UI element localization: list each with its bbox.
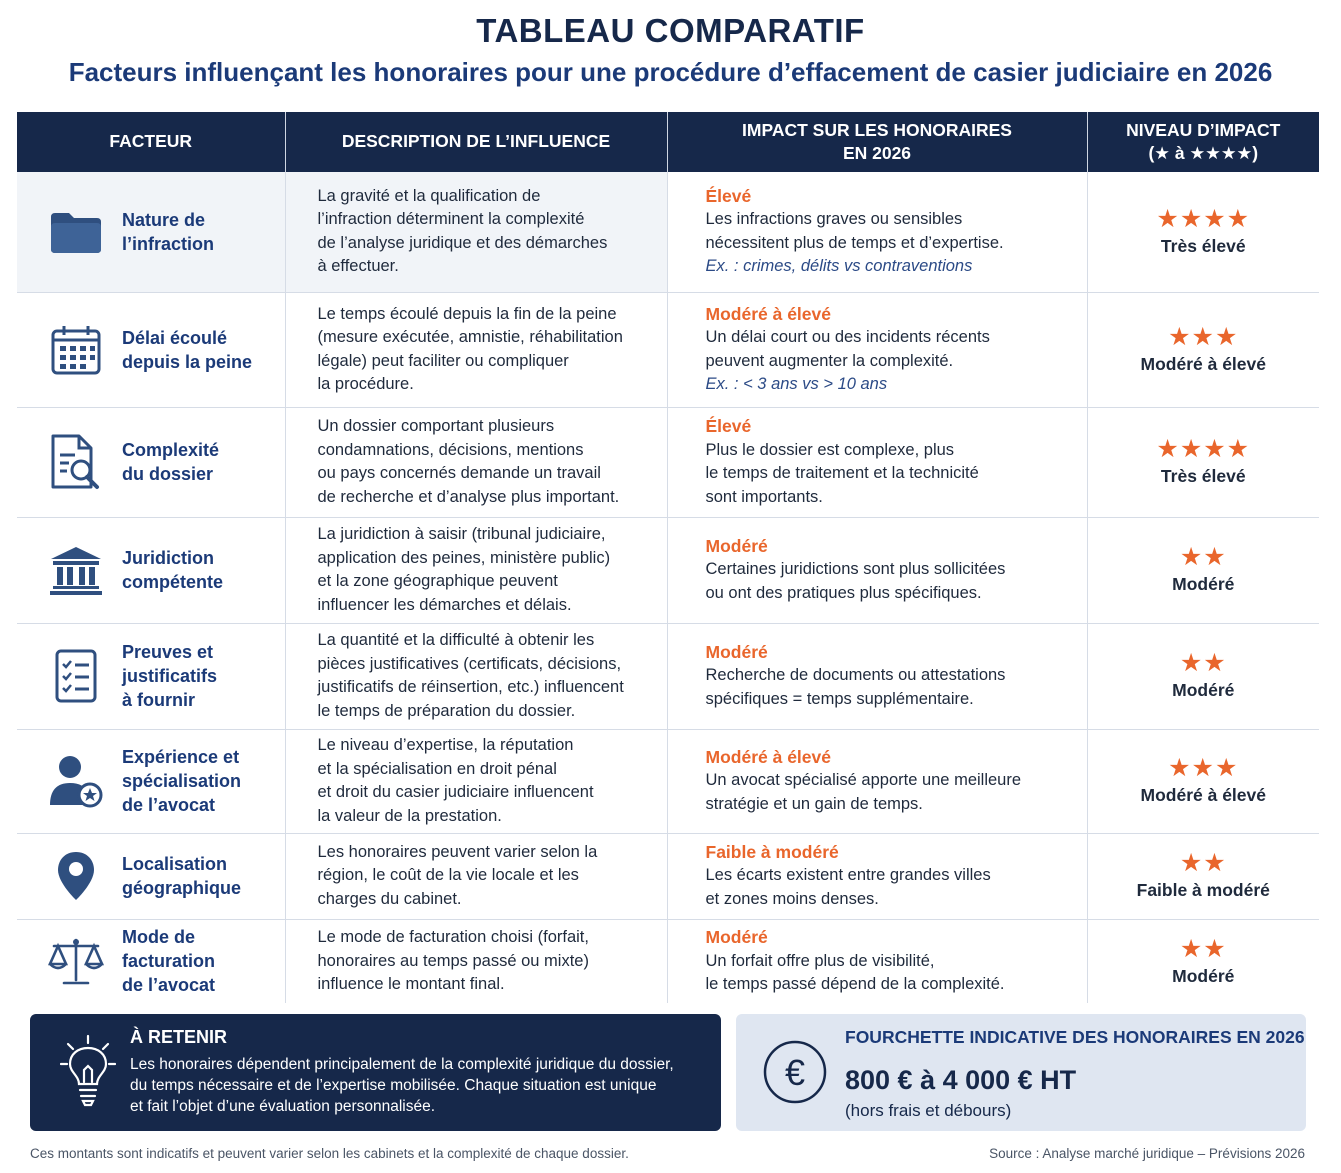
description-line: de l’analyse juridique et des démarches bbox=[317, 233, 608, 252]
factor-name-line: Localisation bbox=[122, 854, 228, 874]
star-rating: ★★★ bbox=[1168, 754, 1239, 783]
factor-name-line: compétente bbox=[122, 572, 224, 592]
description-line: et la spécialisation en droit pénal bbox=[317, 759, 557, 778]
lawyer-star-icon bbox=[47, 752, 105, 810]
impact-line: et zones moins denses. bbox=[705, 889, 879, 908]
factor-cell bbox=[17, 172, 285, 292]
description-line: Les honoraires peuvent varier selon la bbox=[317, 842, 598, 861]
description-cell bbox=[285, 833, 667, 919]
factor-name-line: Nature de bbox=[122, 209, 206, 230]
location-pin-icon bbox=[47, 847, 105, 905]
level-label: Modéré à élevé bbox=[1140, 353, 1266, 374]
description-cell bbox=[285, 292, 667, 407]
description-line: ou pays concernés demande un travail bbox=[317, 464, 601, 482]
level-label: Modéré bbox=[1172, 965, 1235, 986]
euro-icon bbox=[762, 1039, 828, 1110]
factor bbox=[17, 203, 285, 261]
description-cell bbox=[285, 407, 667, 517]
impact-example: Ex. : < 3 ans vs > 10 ans bbox=[705, 375, 888, 393]
factor bbox=[17, 847, 285, 905]
table-row bbox=[17, 623, 1319, 729]
table-row bbox=[17, 729, 1319, 833]
level-cell bbox=[1087, 729, 1319, 833]
description-line: honoraires au temps passé ou mixte) bbox=[317, 951, 589, 970]
level-label: Modéré bbox=[1172, 680, 1235, 701]
impact-line: Un forfait offre plus de visibilité, bbox=[705, 951, 935, 970]
impact-cell bbox=[667, 919, 1087, 1003]
description-line: charges du cabinet. bbox=[317, 889, 462, 908]
level-cell bbox=[1087, 623, 1319, 729]
fourchette-title: FOURCHETTE INDICATIVE DES HONORAIRES EN 2026 bbox=[845, 1027, 1305, 1047]
factor-name-line: à fournir bbox=[122, 690, 196, 710]
description-line: la valeur de la prestation. bbox=[317, 806, 502, 825]
header-niveau-line-1: NIVEAU D’IMPACT bbox=[1126, 119, 1281, 140]
header-description: DESCRIPTION DE L’INFLUENCE bbox=[285, 112, 667, 172]
description-line: pièces justificatives (certificats, décisions, bbox=[317, 654, 622, 673]
retenir-line: du temps nécessaire et de l’expertise mobilisée. Chaque situation est unique bbox=[130, 1077, 657, 1094]
impact-line: stratégie et un gain de temps. bbox=[705, 794, 923, 813]
factor-name-line: l’infraction bbox=[122, 233, 215, 254]
svg-text:€: € bbox=[784, 1052, 806, 1093]
description-line: influence le montant final. bbox=[317, 975, 505, 993]
retenir-title: À RETENIR bbox=[130, 1027, 228, 1047]
factor-cell bbox=[17, 919, 285, 1003]
description-cell bbox=[285, 623, 667, 729]
factor-name-line: Mode de facturation bbox=[122, 927, 216, 972]
checklist-icon bbox=[47, 647, 105, 705]
impact-cell bbox=[667, 729, 1087, 833]
impact-line: Certaines juridictions sont plus sollicitées bbox=[705, 560, 1006, 579]
impact-line: sont importants. bbox=[705, 487, 823, 506]
impact-cell bbox=[667, 292, 1087, 407]
footer-source: Source : Analyse marché juridique – Prévisions 2026 bbox=[989, 1146, 1305, 1161]
page-title: TABLEAU COMPARATIF bbox=[476, 12, 865, 49]
description-line: La juridiction à saisir (tribunal judiciaire, bbox=[317, 525, 606, 543]
star-rating: ★★ bbox=[1179, 543, 1227, 572]
level-label: Modéré bbox=[1172, 574, 1235, 595]
factor-cell bbox=[17, 729, 285, 833]
factor-cell bbox=[17, 292, 285, 407]
impact-line: Recherche de documents ou attestations bbox=[705, 666, 1006, 685]
level-label: Très élevé bbox=[1160, 466, 1246, 487]
factor-name bbox=[122, 546, 223, 594]
description-line: influencer les démarches et délais. bbox=[317, 595, 572, 614]
impact-level: Modéré à élevé bbox=[705, 303, 831, 324]
description-line: de recherche et d’analyse plus important. bbox=[317, 487, 620, 506]
factor bbox=[17, 745, 285, 817]
impact-line: Les écarts existent entre grandes villes bbox=[705, 866, 991, 885]
impact-cell bbox=[667, 623, 1087, 729]
impact-cell bbox=[667, 833, 1087, 919]
impact-cell bbox=[667, 407, 1087, 517]
factor-name-line: Juridiction bbox=[122, 548, 215, 568]
description-line: légale) peut faciliter ou compliquer bbox=[317, 351, 569, 370]
description-line: application des peines, ministère public) bbox=[317, 548, 611, 567]
table-header-row bbox=[17, 112, 1319, 172]
impact-level: Modéré bbox=[705, 535, 768, 556]
impact-level: Modéré bbox=[705, 641, 768, 662]
description-cell bbox=[285, 172, 667, 292]
impact-cell bbox=[667, 172, 1087, 292]
impact-line: Un avocat spécialisé apporte une meilleure bbox=[705, 771, 1022, 790]
scales-icon bbox=[47, 932, 105, 990]
table-row bbox=[17, 172, 1319, 292]
factor bbox=[17, 541, 285, 599]
description-line: et la zone géographique peuvent bbox=[317, 572, 558, 590]
fourchette-value: 800 € à 4 000 € HT bbox=[845, 1065, 1077, 1095]
header-impact-line-1: IMPACT SUR LES HONORAIRES bbox=[742, 119, 1012, 140]
description-cell bbox=[285, 729, 667, 833]
factor-name bbox=[122, 640, 217, 712]
table-row bbox=[17, 517, 1319, 623]
factor-name bbox=[122, 745, 241, 817]
factor bbox=[17, 925, 285, 997]
impact-line: nécessitent plus de temps et d’expertise. bbox=[705, 233, 1004, 252]
level-label: Faible à modéré bbox=[1136, 880, 1270, 901]
factor-name-line: Expérience et bbox=[122, 747, 240, 767]
level-cell bbox=[1087, 172, 1319, 292]
impact-level: Modéré bbox=[705, 927, 768, 947]
factor-name bbox=[122, 208, 214, 256]
table-row bbox=[17, 292, 1319, 407]
star-rating: ★★★★ bbox=[1156, 435, 1251, 464]
calendar-icon bbox=[47, 321, 105, 379]
description-line: et droit du casier judiciaire influencent bbox=[317, 783, 594, 801]
description-line: La quantité et la difficulté à obtenir les bbox=[317, 631, 595, 649]
header-niveau bbox=[1087, 112, 1319, 172]
factor-name-line: Complexité bbox=[122, 440, 220, 460]
factor-name-line: justificatifs bbox=[122, 666, 218, 686]
factor-name-line: Preuves et bbox=[122, 642, 214, 662]
page-subtitle: Facteurs influençant les honoraires pour une procédure d’effacement de casier judiciaire en 2026 bbox=[68, 57, 1273, 87]
factor-name bbox=[122, 438, 219, 486]
factor-name-line: de l’avocat bbox=[122, 795, 216, 815]
star-rating: ★★★★ bbox=[1156, 205, 1251, 233]
factor-name-line: depuis la peine bbox=[122, 351, 253, 372]
factor-name-line: du dossier bbox=[122, 464, 214, 484]
level-cell bbox=[1087, 517, 1319, 623]
retenir-line: et fait l’objet d’une évaluation personnalisée. bbox=[130, 1098, 436, 1115]
courthouse-icon bbox=[47, 541, 105, 599]
description-cell bbox=[285, 517, 667, 623]
table-row bbox=[17, 407, 1319, 517]
description-line: Le temps écoulé depuis la fin de la peine bbox=[317, 304, 617, 323]
level-cell bbox=[1087, 833, 1319, 919]
description-line: le temps de préparation du dossier. bbox=[317, 701, 576, 720]
description-line: condamnations, décisions, mentions bbox=[317, 440, 584, 459]
star-rating: ★★ bbox=[1179, 849, 1227, 878]
factor-name-line: spécialisation bbox=[122, 771, 242, 791]
factor-cell bbox=[17, 833, 285, 919]
level-cell bbox=[1087, 292, 1319, 407]
level-cell bbox=[1087, 407, 1319, 517]
factor-name bbox=[122, 326, 252, 374]
factor bbox=[17, 640, 285, 712]
factor-name-line: de l’avocat bbox=[122, 975, 216, 996]
impact-example: Ex. : crimes, délits vs contraventions bbox=[705, 257, 973, 276]
impact-line: spécifiques = temps supplémentaire. bbox=[705, 689, 974, 708]
level-label: Modéré à élevé bbox=[1140, 785, 1266, 806]
impact-line: Plus le dossier est complexe, plus bbox=[705, 440, 955, 459]
fourchette-box bbox=[736, 1014, 1306, 1131]
header-impact bbox=[667, 112, 1087, 172]
factor-cell bbox=[17, 407, 285, 517]
description-line: l’infraction déterminent la complexité bbox=[317, 210, 585, 229]
description-line: Un dossier comportant plusieurs bbox=[317, 417, 555, 435]
description-cell bbox=[285, 919, 667, 1003]
description-line: région, le coût de la vie locale et les bbox=[317, 866, 579, 885]
description-line: Le mode de facturation choisi (forfait, bbox=[317, 928, 589, 946]
factor bbox=[17, 321, 285, 379]
description-line: Le niveau d’expertise, la réputation bbox=[317, 736, 574, 754]
impact-level: Faible à modéré bbox=[705, 841, 839, 862]
impact-level: Élevé bbox=[705, 185, 752, 206]
factor-cell bbox=[17, 517, 285, 623]
retenir-box bbox=[30, 1014, 721, 1131]
header-impact-line-2: EN 2026 bbox=[842, 143, 912, 163]
impact-line: Les infractions graves ou sensibles bbox=[705, 210, 963, 229]
folder-icon bbox=[47, 203, 105, 261]
fourchette-note: (hors frais et débours) bbox=[845, 1101, 1012, 1120]
document-search-icon bbox=[47, 433, 105, 491]
table-row bbox=[17, 919, 1319, 1003]
table-row bbox=[17, 833, 1319, 919]
header-facteur: FACTEUR bbox=[17, 112, 285, 172]
star-rating: ★★ bbox=[1179, 649, 1227, 678]
impact-cell bbox=[667, 517, 1087, 623]
factor-name bbox=[122, 925, 285, 997]
retenir-text bbox=[130, 1054, 674, 1117]
impact-line: le temps passé dépend de la complexité. bbox=[705, 975, 1005, 993]
impact-level: Modéré à élevé bbox=[705, 746, 831, 767]
retenir-line: Les honoraires dépendent principalement de la complexité juridique du dossier, bbox=[130, 1056, 674, 1073]
impact-line: peuvent augmenter la complexité. bbox=[705, 351, 954, 370]
factor bbox=[17, 433, 285, 491]
factor-name bbox=[122, 852, 241, 900]
description-line: (mesure exécutée, amnistie, réhabilitation bbox=[317, 328, 623, 346]
impact-line: Un délai court ou des incidents récents bbox=[705, 328, 990, 346]
description-line: à effectuer. bbox=[317, 257, 399, 276]
level-cell bbox=[1087, 919, 1319, 1003]
comparison-table bbox=[17, 112, 1319, 1003]
header-niveau-line-2: (★ à ★★★★) bbox=[1148, 143, 1259, 163]
description-line: La gravité et la qualification de bbox=[317, 186, 541, 205]
footer-disclaimer: Ces montants sont indicatifs et peuvent varier selon les cabinets et la complexité de chaque dossier. bbox=[30, 1146, 629, 1161]
factor-name-line: géographique bbox=[122, 878, 242, 898]
factor-cell bbox=[17, 623, 285, 729]
impact-level: Élevé bbox=[705, 416, 752, 436]
description-line: justificatifs de réinsertion, etc.) influencent bbox=[317, 678, 624, 696]
level-label: Très élevé bbox=[1160, 236, 1246, 256]
star-rating: ★★★ bbox=[1168, 322, 1239, 351]
lightbulb-icon bbox=[60, 1034, 116, 1117]
impact-line: le temps de traitement et la technicité bbox=[705, 464, 979, 482]
factor-name-line: Délai écoulé bbox=[122, 327, 228, 348]
star-rating: ★★ bbox=[1179, 934, 1227, 963]
impact-line: ou ont des pratiques plus spécifiques. bbox=[705, 583, 982, 602]
description-line: la procédure. bbox=[317, 375, 414, 393]
